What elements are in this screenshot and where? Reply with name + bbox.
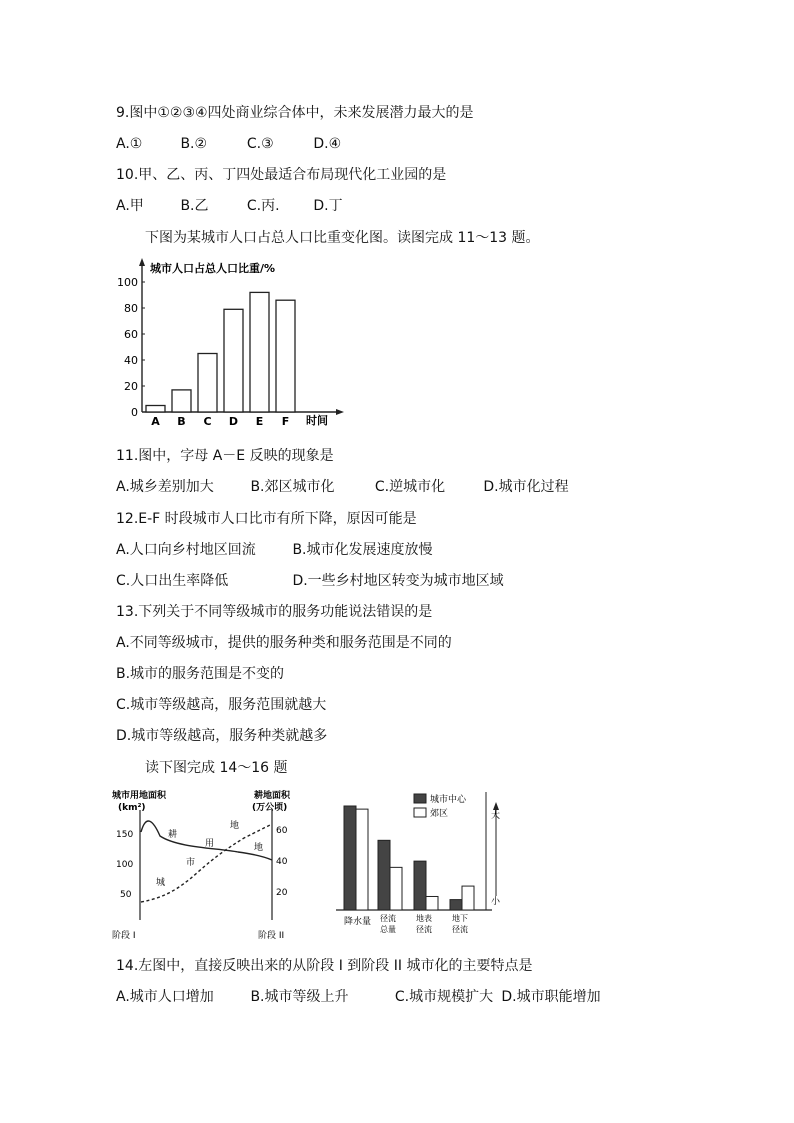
chart2-label-di-2: 地 [230,821,240,831]
q11-option-a[interactable]: A.城乡差别加大 [116,479,214,495]
urban-population-bar-chart [110,252,350,432]
q12-options-row1 [116,541,433,559]
chart3-legend-swatch-center [414,794,426,803]
chart1-title: 城市人口占总人口比重/% [150,262,276,275]
chart1-category: E [255,415,264,428]
q9-option-c[interactable]: C.③ [246,136,274,152]
chart3-legend-suburb: 郊区 [430,809,449,819]
runoff-bar-chart [326,786,516,946]
chart3-cat-ground-2: 径流 [452,925,468,934]
q11-option-d[interactable]: D.城市化过程 [483,479,569,495]
q12-option-c[interactable]: C.人口出生率降低 [116,573,229,589]
chart3-bar [378,840,390,910]
chart1-bar [198,354,217,413]
chart1-ytick: 0 [131,406,138,419]
chart3-bar [426,896,438,910]
chart2-label-di-1: 地 [254,843,264,853]
chart1-ytick: 100 [117,276,138,289]
chart1-bar [146,406,165,413]
q9-stem: 9.图中①②③④四处商业综合体中，未来发展潜力最大的是 [116,105,474,121]
q13-stem: 13.下列关于不同等级城市的服务功能说法错误的是 [116,604,433,620]
chart2-left-tick-50: 50 [120,890,132,900]
chart3-axis-top: 大 [491,811,501,821]
chart1-category: C [203,415,212,428]
q10-option-d[interactable]: D.丁 [313,198,343,214]
q10-option-a[interactable]: A.甲 [116,198,144,214]
chart2-stage-1: 阶段 I [112,931,136,941]
chart3-cat-runoff-2: 总量 [380,925,396,934]
chart1-bar [276,300,295,412]
q12-options-row2 [116,572,504,590]
q12-option-a[interactable]: A.人口向乡村地区回流 [116,542,256,558]
chart3-bar [390,867,402,910]
q10-option-c[interactable]: C.丙. [246,198,280,214]
chart3-cat-precipitation: 降水量 [344,917,372,927]
q10-options [116,197,343,215]
chart2-right-axis-unit: (万公顷) [252,803,288,813]
chart3-bar [462,886,474,910]
q13-option-b[interactable]: B.城市的服务范围是不变的 [116,666,285,682]
chart2-left-axis-unit: (km²) [118,803,146,813]
land-use-line-chart [108,786,318,946]
q12-stem: 12.E-F 时段城市人口比市有所下降，原因可能是 [116,511,417,527]
chart1-category: A [151,415,160,428]
chart2-stage-2: 阶段 II [258,931,285,941]
chart1-ytick: 40 [124,354,138,367]
q10-option-b[interactable]: B.乙 [180,198,209,214]
chart1-x-arrow [336,409,344,415]
chart2-left-tick-150: 150 [116,830,134,840]
chart2-right-axis-label: 耕地面积 [254,791,291,801]
q11-stem: 11.图中，字母 A－E 反映的现象是 [116,448,334,464]
chart3-cat-surface-2: 径流 [416,925,432,934]
chart3-bar [356,809,368,910]
q14-option-d[interactable]: D.城市职能增加 [501,989,601,1005]
chart1-bar [172,390,191,412]
chart2-left-tick-100: 100 [116,860,134,870]
chart3-bar [344,806,356,910]
chart2-label-shi: 市 [186,858,196,868]
q11-option-c[interactable]: C.逆城市化 [374,479,446,495]
chart3-cat-runoff-1: 径流 [380,914,396,923]
chart2-right-tick-60: 60 [276,826,288,836]
chart3-legend-swatch-suburb [414,808,426,817]
chart3-bar [450,900,462,910]
chart2-right-tick-20: 20 [276,888,288,898]
q14-option-b[interactable]: B.城市等级上升 [250,989,349,1005]
chart3-cat-ground-1: 地下 [452,914,468,923]
chart2-label-geng: 耕 [168,830,178,840]
q12-option-d[interactable]: D.一些乡村地区转变为城市地区域 [292,573,504,589]
chart3-axis-bottom: 小 [491,897,501,907]
q13-option-a[interactable]: A.不同等级城市，提供的服务种类和服务范围是不同的 [116,635,452,651]
chart1-category: F [281,415,290,428]
chart2-label-cheng: 城 [156,878,166,888]
q9-option-b[interactable]: B.② [180,136,208,152]
q14-options [116,988,601,1006]
chart3-arrow-head [493,802,499,810]
chart2-label-yong: 用 [205,839,215,849]
chart3-bar [414,861,426,910]
chart3-cat-surface-1: 地表 [416,914,432,923]
q14-option-a[interactable]: A.城市人口增加 [116,989,214,1005]
chart1-ytick: 80 [124,302,138,315]
q11-option-b[interactable]: B.郊区城市化 [250,479,335,495]
q9-option-d[interactable]: D.④ [313,136,342,152]
chart1-xlabel: 时间 [306,414,328,427]
q9-options [116,135,341,153]
chart3-legend-center: 城市中心 [430,795,467,805]
chart1-bar [224,309,243,412]
chart1-ytick: 20 [124,380,138,393]
q11-options [116,478,569,496]
chart1-bar [250,292,269,412]
q14-stem: 14.左图中，直接反映出来的从阶段 I 到阶段 II 城市化的主要特点是 [116,958,533,974]
q9-option-a[interactable]: A.① [116,136,143,152]
q14-option-c[interactable]: C.城市规模扩大 [394,989,494,1005]
q13-option-d[interactable]: D.城市等级越高，服务种类就越多 [116,728,328,744]
chart1-category: D [228,415,239,428]
q10-stem: 10.甲、乙、丙、丁四处最适合布局现代化工业园的是 [116,167,447,183]
chart1-category: B [177,415,186,428]
q13-option-c[interactable]: C.城市等级越高，服务范围就越大 [116,697,327,713]
chart1-ytick: 60 [124,328,138,341]
chart2-right-tick-40: 40 [276,857,288,867]
intro-14-16: 读下图完成 14～16 题 [145,760,288,776]
chart2-left-axis-label: 城市用地面积 [112,791,167,801]
chart1-y-arrow [139,258,145,266]
q12-option-b[interactable]: B.城市化发展速度放慢 [292,542,433,558]
intro-11-13: 下图为某城市人口占总人口比重变化图。读图完成 11～13 题。 [145,230,540,246]
